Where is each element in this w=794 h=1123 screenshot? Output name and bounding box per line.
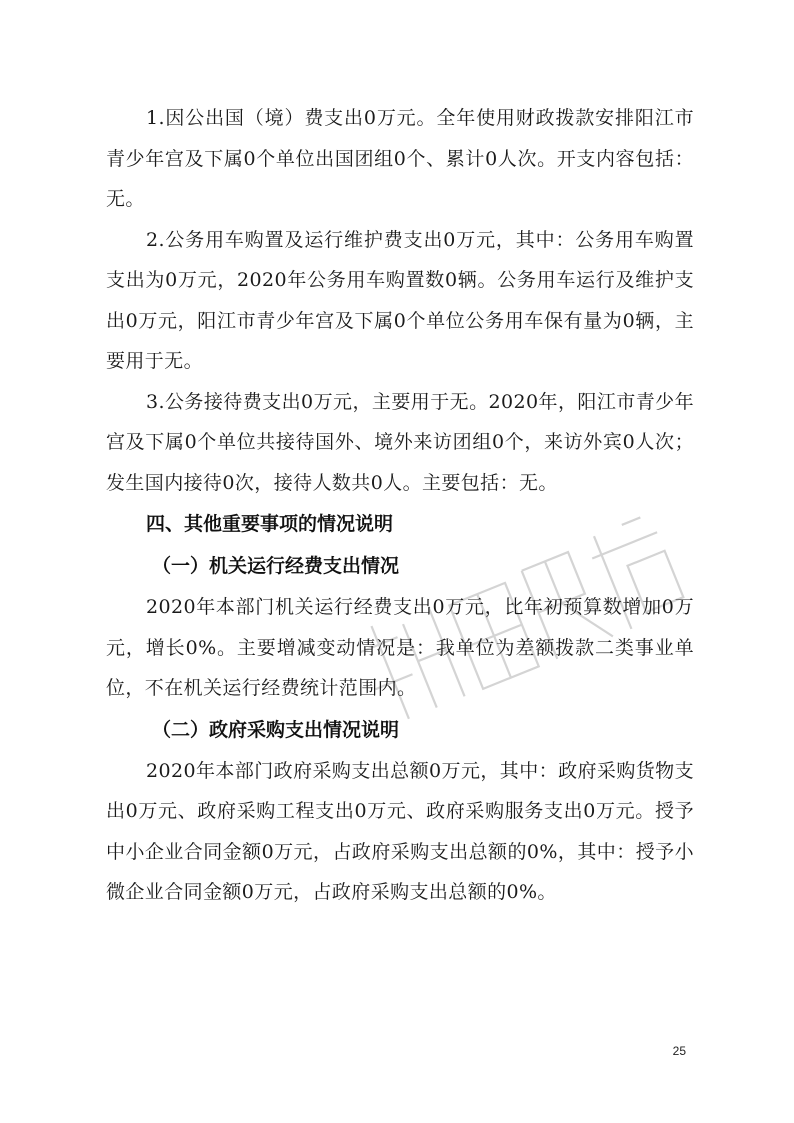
subsection-heading-procurement: （二）政府采购支出情况说明 (152, 718, 400, 741)
document-body (106, 98, 694, 913)
paragraph-operating-expense: 2020年本部门机关运行经费支出0万元，比年初预算数增加0万元，增长0%。主要增减变动情况是：我单位为差额拨款二类事业单位，不在机关运行经费统计范围内。 (106, 596, 694, 699)
paragraph-procurement: 2020年本部门政府采购支出总额0万元，其中：政府采购货物支出0万元、政府采购工程支出0万元、政府采购服务支出0万元。授予中小企业合同金额0万元，占政府采购支出总额的0%，其中：授予小微企业合同金额0万元，占政府采购支出总额的0%。 (106, 759, 694, 903)
section-heading-other-matters: 四、其他重要事项的情况说明 (146, 513, 394, 535)
subsection-heading-operating-expense: （一）机关运行经费支出情况 (152, 555, 400, 577)
paragraph-overseas-travel: 1.因公出国（境）费支出0万元。全年使用财政拨款安排阳江市青少年宫及下属0个单位出国团组0个、累计0人次。开支内容包括：无。 (106, 107, 694, 210)
page-number: 25 (672, 1044, 686, 1058)
paragraph-vehicle-expense: 2.公务用车购置及运行维护费支出0万元，其中：公务用车购置支出为0万元，2020年公务用车购置数0辆。公务用车运行及维护支出0万元，阳江市青少年宫及下属0个单位公务用车保有量为0辆，主要用于无。 (106, 228, 694, 372)
paragraph-reception-expense: 3.公务接待费支出0万元，主要用于无。2020年，阳江市青少年宫及下属0个单位共接待国外、境外来访团组0个，来访外宾0人次；发生国内接待0次，接待人数共0人。主要包括：无。 (106, 390, 694, 494)
